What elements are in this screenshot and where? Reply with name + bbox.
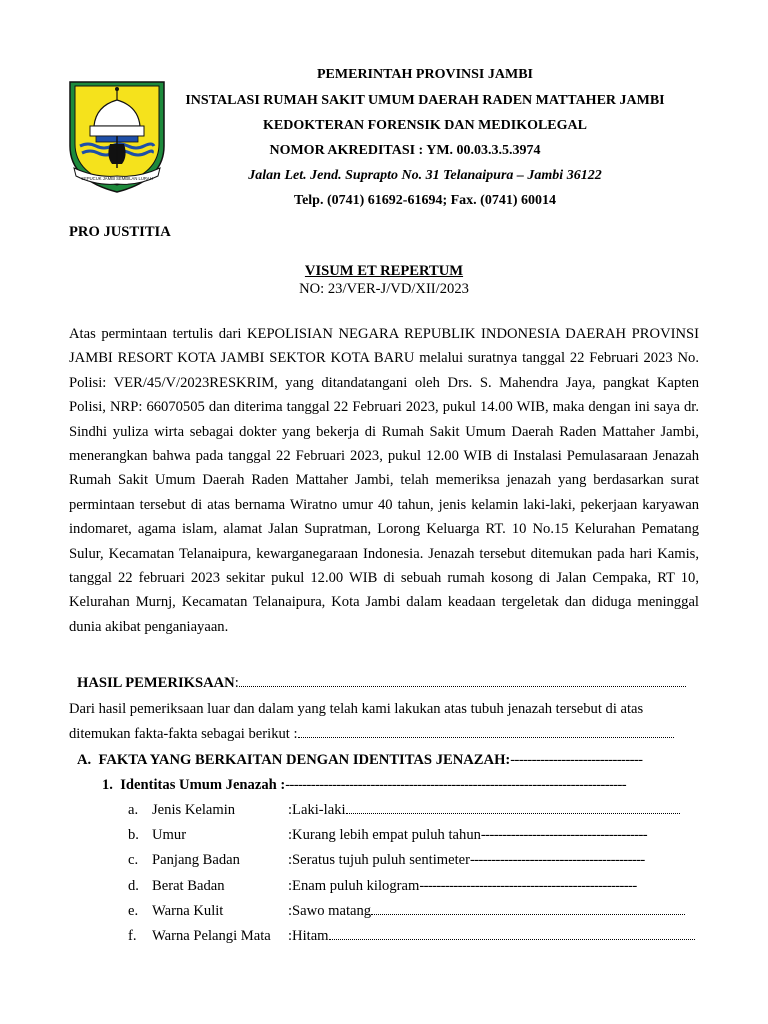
subsection-1-title: Identitas Umum Jenazah bbox=[120, 777, 277, 793]
item-value: :Hitam bbox=[288, 926, 695, 946]
hasil-text-1: Dari hasil pemeriksaan luar dan dalam yang telah kami lakukan atas tubuh jenazah tersebut di atas bbox=[69, 701, 644, 717]
hasil-text-2-fill bbox=[298, 725, 674, 738]
header-department: KEDOKTERAN FORENSIK DAN MEDIKOLEGAL bbox=[263, 118, 587, 133]
item-value: :Enam puluh kilogram--------------------------------------------------- bbox=[288, 878, 637, 894]
item-dash-fill: --------------------------------------------------- bbox=[419, 878, 637, 894]
header-address: Jalan Let. Jend. Suprapto No. 31 Telanaipura – Jambi 36122 bbox=[248, 168, 602, 183]
pro-justitia-label: PRO JUSTITIA bbox=[69, 224, 171, 240]
item-label: Warna Kulit bbox=[152, 903, 224, 919]
hasil-heading bbox=[77, 673, 699, 693]
item-dash-fill: --------------------------------------- bbox=[480, 827, 648, 843]
subsection-1-number: 1. bbox=[102, 777, 113, 793]
header-hospital: INSTALASI RUMAH SAKIT UMUM DAERAH RADEN MATTAHER JAMBI bbox=[185, 93, 665, 108]
item-value: :Laki-laki bbox=[288, 800, 680, 820]
request-paragraph: Atas permintaan tertulis dari KEPOLISIAN NEGARA REPUBLIK INDONESIA DAERAH PROVINSI JAMBI RESORT KOTA JAMBI SEKTOR KOTA BARU melalui suratnya tanggal 22 Februari 2023 No. Polisi: VER/45/V/2023RESKRIM, yang ditandatangani oleh Drs. S. Mahendra Jaya, pangkat Kapten Polisi, NRP: 66070505 dan diterima tanggal 22 Februari 2023, pukul 14.00 WIB, maka dengan ini saya dr. Sindhi yuliza wirta sebagai dokter yang bekerja di Rumah Sakit Umum Daerah Raden Mattaher Jambi, menerangkan bahwa pada tanggal 22 Februari 2023, pukul 12.00 WIB di Instalasi Pemulasaraan Jenazah Rumah Sakit Umum Daerah Raden Mattaher Jambi, telah memeriksa jenazah yang berdasarkan surat permintaan tersebut di atas bernama Wiratno umur 40 tahun, jenis kelamin laki-laki, pekerjaan karyawan indomaret, agama islam, alamat Jalan Supratman, Lorong Keluarga RT. 10 No.15 Kelurahan Pematang Sulur, Kecamatan Telanaipura, kewarganegaraan Indonesia. Jenazah tersebut ditemukan pada hari Kamis, tanggal 22 februari 2023 sekitar pukul 12.00 WIB di sebuah rumah kosong di Jalan Cempaka, RT 10, Kelurahan Murnj, Kecamatan Telanaipura, Kota Jambi dalam keadaan tergeletak dan diduga meninggal dunia akibat penganiayaan. bbox=[69, 326, 699, 635]
item-label: Jenis Kelamin bbox=[152, 802, 236, 818]
subsection-1-dashes: -------------------------------------------------------------------------------- bbox=[285, 777, 627, 793]
hasil-colon: : bbox=[234, 675, 239, 691]
item-letter: b. bbox=[128, 827, 139, 843]
item-dotted-fill bbox=[329, 927, 695, 940]
subsection-1-heading bbox=[102, 775, 626, 795]
item-dash-fill: ----------------------------------------- bbox=[470, 852, 645, 868]
item-label: Umur bbox=[152, 827, 187, 843]
subsection-1-colon: : bbox=[276, 777, 286, 793]
item-letter: d. bbox=[128, 878, 139, 894]
item-letter: e. bbox=[128, 903, 139, 919]
section-a-dashes: ------------------------------- bbox=[510, 752, 643, 768]
item-dotted-fill bbox=[371, 902, 685, 915]
item-letter: c. bbox=[128, 852, 139, 868]
item-label: Warna Pelangi Mata bbox=[152, 928, 271, 944]
section-a-title: FAKTA YANG BERKAITAN DENGAN IDENTITAS JENAZAH: bbox=[98, 752, 511, 768]
document-title: VISUM ET REPERTUM bbox=[304, 263, 464, 279]
item-dotted-fill bbox=[346, 801, 680, 814]
item-value: :Sawo matang bbox=[288, 901, 685, 921]
hasil-dotted-fill bbox=[239, 674, 686, 687]
header-accreditation: NOMOR AKREDITASI : YM. 00.03.3.5.3974 bbox=[269, 143, 541, 158]
item-value: :Seratus tujuh puluh sentimeter----------------------------------------- bbox=[288, 852, 645, 868]
jambi-province-logo bbox=[66, 76, 168, 194]
hasil-text-2-row bbox=[69, 724, 674, 744]
item-label: Berat Badan bbox=[152, 878, 225, 894]
header-government: PEMERINTAH PROVINSI JAMBI bbox=[317, 67, 533, 82]
item-value: :Kurang lebih empat puluh tahun--------------------------------------- bbox=[288, 827, 648, 843]
motto-banner-text: SEPUCUK JAMBI SEMBILAN LURAH bbox=[81, 176, 153, 181]
item-letter: a. bbox=[128, 802, 139, 818]
section-a-heading bbox=[77, 750, 642, 770]
document-number: NO: 23/VER-J/VD/XII/2023 bbox=[299, 281, 469, 297]
hasil-text-2: ditemukan fakta-fakta sebagai berikut : bbox=[69, 726, 298, 742]
header-contact: Telp. (0741) 61692-61694; Fax. (0741) 60014 bbox=[294, 193, 556, 208]
hasil-label: HASIL PEMERIKSAAN bbox=[77, 675, 235, 691]
section-a-letter: A. bbox=[77, 752, 92, 768]
item-letter: f. bbox=[128, 928, 137, 944]
item-label: Panjang Badan bbox=[152, 852, 240, 868]
